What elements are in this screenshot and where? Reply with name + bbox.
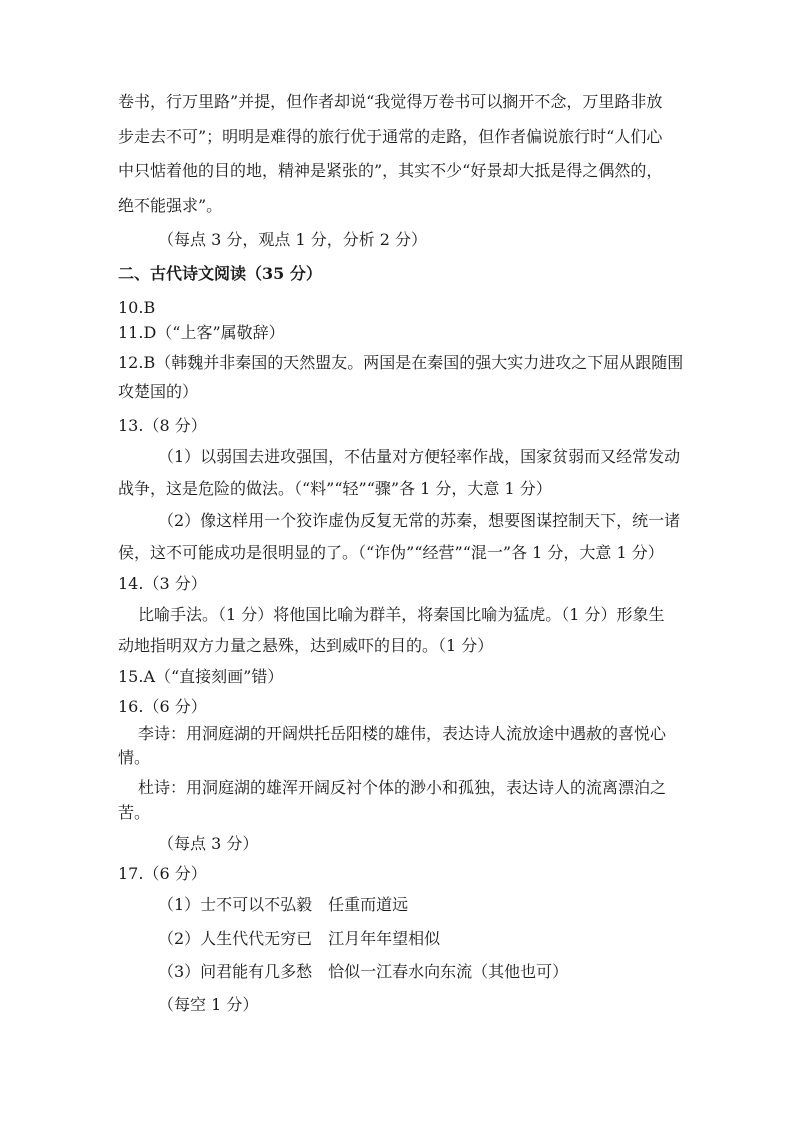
answer-10: 10.B xyxy=(118,298,156,317)
text-line: （2）像这样用一个狡诈虚伪反复无常的苏秦，想要图谋控制天下，统一诸 xyxy=(158,511,681,530)
text-line: 苦。 xyxy=(118,803,151,822)
text-line: 情。 xyxy=(118,748,151,767)
text-line: （1）以弱国去进攻强国，不估量对方便轻率作战，国家贫弱而又经常发动 xyxy=(158,447,681,466)
answer-16: 16.（6 分） xyxy=(118,697,207,716)
text-line: 比喻手法。（1 分）将他国比喻为群羊，将秦国比喻为猛虎。（1 分）形象生 xyxy=(138,605,665,624)
text-line: 杜诗：用洞庭湖的雄浑开阔反衬个体的渺小和孤独，表达诗人的流离漂泊之 xyxy=(138,778,667,797)
text-line: （3）问君能有几多愁 恰似一江春水向东流（其他也可） xyxy=(158,962,569,981)
section-heading: 二、古代诗文阅读（35 分） xyxy=(118,264,322,283)
answer-13: 13.（8 分） xyxy=(118,416,207,435)
scoring-note: （每点 3 分） xyxy=(158,834,259,853)
text-line: 攻楚国的） xyxy=(118,382,199,401)
answer-12: 12.B（韩魏并非秦国的天然盟友。两国是在秦国的强大实力进攻之下屈从跟随围 xyxy=(118,353,684,372)
text-line: （1）士不可以不弘毅 任重而道远 xyxy=(158,895,409,914)
scoring-note: （每空 1 分） xyxy=(158,995,259,1014)
text-line: 步走去不可”；明明是难得的旅行优于通常的走路，但作者偏说旅行时“人们心 xyxy=(118,127,663,146)
text-line: 绝不能强求”。 xyxy=(118,196,223,215)
scoring-note: （每点 3 分，观点 1 分，分析 2 分） xyxy=(158,230,428,249)
text-line: （2）人生代代无穷已 江月年年望相似 xyxy=(158,929,441,948)
text-line: 战争，这是危险的做法。（“料”“轻”“骤”各 1 分，大意 1 分） xyxy=(118,479,552,498)
text-line: 中只惦着他的目的地，精神是紧张的”，其实不少“好景却大抵是得之偶然的， xyxy=(118,161,663,180)
answer-11: 11.D（“上客”属敬辞） xyxy=(118,323,285,342)
text-line: 动地指明双方力量之悬殊，达到威吓的目的。（1 分） xyxy=(118,636,494,655)
answer-14: 14.（3 分） xyxy=(118,574,207,593)
answer-15: 15.A（“直接刻画”错） xyxy=(118,667,284,686)
text-line: 李诗：用洞庭湖的开阔烘托岳阳楼的雄伟，表达诗人流放途中遇赦的喜悦心 xyxy=(138,724,667,743)
text-line: 侯，这不可能成功是很明显的了。（“诈伪”“经营”“混一”各 1 分，大意 1 分） xyxy=(118,543,664,562)
text-line: 卷书，行万里路”并提，但作者却说“我觉得万卷书可以搁开不念，万里路非放 xyxy=(118,92,663,111)
answer-17: 17.（6 分） xyxy=(118,864,207,883)
